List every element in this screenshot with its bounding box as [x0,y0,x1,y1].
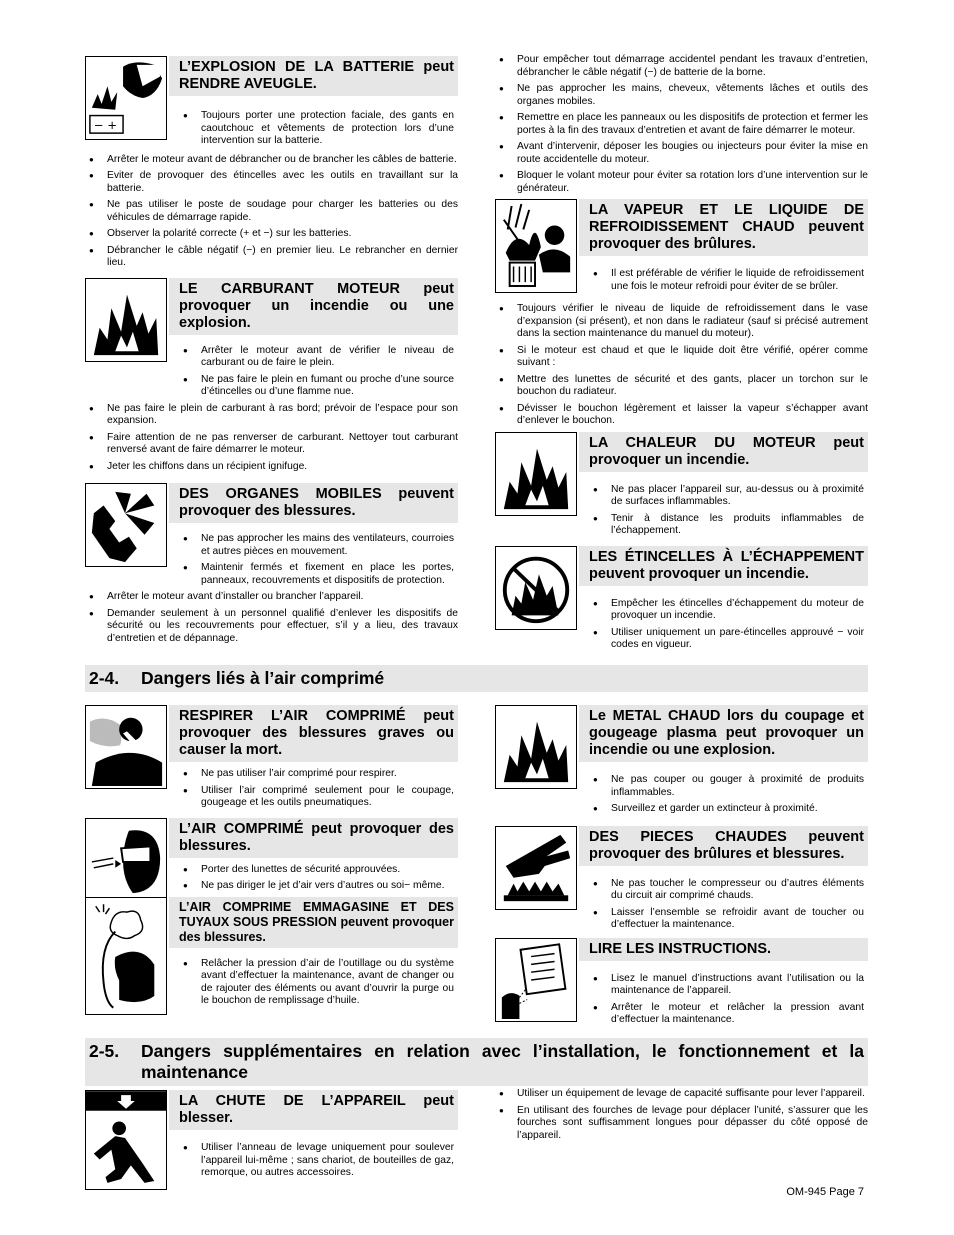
hot-parts-warning [495,826,868,932]
list-item: ● Ne pas utiliser l’air comprimé pour respirer. [201,768,454,781]
list-item: ● Eviter de provoquer des étincelles avec les outils en travaillant sur la batterie. [107,170,458,195]
moving-parts-warning [85,483,458,587]
list-item: ● Maintenir fermés et fixement en place les portes, panneaux, recouvrements et dispositifs de protection. [201,562,454,587]
list-item: ● Porter des lunettes de sécurité approuvées. [201,864,454,877]
stored-air-title: L’AIR COMPRIME EMMAGASINE ET DES TUYAUX SOUS PRESSION peuvent provoquer des blessures. [169,897,458,948]
page-number: OM-945 Page 7 [786,1186,864,1198]
fuel-list [107,403,458,474]
list-item: ● Il est préférable de vérifier le liquide de refroidissement une fois le moteur refroidi pour éviter de se brûler. [611,268,864,293]
list-item: ● Ne pas approcher les mains, cheveux, vêtements lâches et outils des organes mobiles. [517,83,868,108]
list-item: ● Utiliser uniquement un pare-étincelles approuvé − voir codes en vigueur. [611,627,864,652]
list-item: ● Arrêter le moteur avant d’installer ou brancher l’appareil. [107,591,458,604]
falling-unit-icon [85,1090,167,1190]
list-item: ● Mettre des lunettes de sécurité et des gants, placer un torchon sur le bouchon du radiateur. [517,374,868,399]
list-item: ● Toujours vérifier le niveau de liquide de refroidissement dans le vase d’expansion (si présent), et non dans le radiateur (sauf si précisé autrement dans la section maintenance du manuel du moteur). [517,303,868,341]
left-column-top [85,56,458,649]
steam-list [517,303,868,428]
steam-title: LA VAPEUR ET LE LIQUIDE DE REFROIDISSEMENT CHAUD peuvent provoquer des brûlures. [579,199,868,256]
list-item: ● Bloquer le volant moteur pour éviter sa rotation lors d’une intervention sur le générateur. [517,170,868,195]
breathing-air-title: RESPIRER L’AIR COMPRIMÉ peut provoquer des blessures graves ou causer la mort. [169,705,458,762]
lifting-list [517,1088,868,1142]
stored-air-warning [85,897,458,1008]
list-item: ● Débrancher le câble négatif (−) en premier lieu. Le rebrancher en dernier lieu. [107,245,458,270]
list-item: ● Tenir à distance les produits inflammables de l’échappement. [611,513,864,538]
list-item: ● Ne pas diriger le jet d’air vers d’autres ou soi− même. [201,880,454,893]
section-number: 2-4. [89,668,120,688]
list-item: ● Toujours porter une protection faciale, des gants en caoutchouc et vêtements de protection lors d’une intervention sur la batterie. [201,110,454,148]
list-item: ● Ne pas utiliser le poste de soudage pour charger les batteries ou des véhicules de démarrage rapide. [107,199,458,224]
engine-heat-title: LA CHALEUR DU MOTEUR peut provoquer un incendie. [579,432,868,472]
list-item: ● En utilisant des fourches de levage pour déplacer l’unité, s’assurer que les fourches sont suffisamment longues pour dépasser du côté opposé de l’appareil. [517,1105,868,1143]
list-item: ● Utiliser l’anneau de levage uniquement pour soulever l’appareil lui-même ; sans chariot, de bouteilles de gaz, remorque, ou autres accessoires. [201,1142,454,1180]
section-2-5-heading [85,1038,868,1086]
list-item: ● Utiliser l’air comprimé seulement pour le coupage, gougeage et les outils pneumatiques. [201,785,454,810]
exhaust-sparks-title: LES ÉTINCELLES À L’ÉCHAPPEMENT peuvent provoquer un incendie. [579,546,868,586]
hot-metal-warning [495,705,868,816]
list-item: ● Utiliser un équipement de levage de capacité suffisante pour lever l’appareil. [517,1088,868,1101]
hand-fan-icon [85,483,167,567]
read-manual-icon [495,938,577,1022]
compressed-air-warning [85,818,458,893]
right-column-bottom [495,1088,868,1146]
list-item: ● Lisez le manuel d’instructions avant l’utilisation ou la maintenance de l’appareil. [611,973,864,998]
section-title: Dangers liés à l’air comprimé [141,668,385,688]
read-instructions-title: LIRE LES INSTRUCTIONS. [579,938,868,961]
steam-warning [495,199,868,293]
list-item: ● Jeter les chiffons dans un récipient ignifuge. [107,461,458,474]
list-item: ● Faire attention de ne pas renverser de carburant. Nettoyer tout carburant renversé avant de faire démarrer le moteur. [107,432,458,457]
battery-terminals-label: − + [93,118,118,133]
fire-icon [85,278,167,362]
safety-glasses-icon [85,818,167,902]
list-item: ● Relâcher la pression d’air de l’outillage ou du système avant d’effectuer la maintenance, avant de changer ou de rajouter des éléments ou avant d’ouvrir la purge ou le bouchon de remplissage d’huile. [201,958,454,1008]
read-instructions-warning [495,938,868,1027]
list-item: ● Dévisser le bouchon légèrement et laisser la vapeur s’échapper avant d’enlever le bouchon. [517,403,868,428]
fire-icon [495,432,577,516]
list-item: ● Demander seulement à un personnel qualifié d’enlever les dispositifs de sécurité ou les recouvrements pour effectuer, s’il y a lieu, des travaux d’entretien et de dépannage. [107,608,458,646]
fuel-title: LE CARBURANT MOTEUR peut provoquer un incendie ou une explosion. [169,278,458,335]
list-item: ● Ne pas faire le plein en fumant ou proche d’une source d’étincelles ou d’une flamme nue. [201,374,454,399]
list-item: ● Ne pas couper ou gouger à proximité de produits inflammables. [611,774,864,799]
section-number: 2-5. [89,1041,120,1061]
list-item: ● Arrêter le moteur avant de vérifier le niveau de carburant ou de faire le plein. [201,345,454,370]
moving-parts-title: DES ORGANES MOBILES peuvent provoquer des blessures. [169,483,458,523]
exhaust-sparks-warning [495,546,868,652]
list-item: ● Avant d’intervenir, déposer les bougies ou injecteurs pour éviter la mise en route accidentelle du moteur. [517,141,868,166]
right-column-top [495,54,868,656]
compressed-air-title: L’AIR COMPRIMÉ peut provoquer des blessures. [169,818,458,858]
list-item: ● Laisser l’ensemble se refroidir avant de toucher ou d’effectuer la maintenance. [611,907,864,932]
battery-explosion-icon [85,56,167,140]
hot-coolant-icon [495,199,577,293]
list-item: ● Arrêter le moteur avant de débrancher ou de brancher les câbles de batterie. [107,154,458,167]
left-column-bottom [85,1090,458,1184]
falling-unit-warning [85,1090,458,1180]
list-item: ● Arrêter le moteur et relâcher la pression avant d’effectuer la maintenance. [611,1002,864,1027]
battery-title: L’EXPLOSION DE LA BATTERIE peut RENDRE AVEUGLE. [169,56,458,96]
breathing-hazard-icon [85,705,167,789]
section-2-4-heading [85,665,868,692]
breathing-air-warning [85,705,458,810]
no-fire-icon [495,546,577,630]
list-item: ● Ne pas approcher les mains des ventilateurs, courroies et autres pièces en mouvement. [201,533,454,558]
fuel-warning [85,278,458,399]
hot-metal-title: Le METAL CHAUD lors du coupage et gougeage plasma peut provoquer un incendie ou une explosion. [579,705,868,762]
right-column-mid [495,705,868,1031]
list-item: ● Si le moteur est chaud et que le liquide doit être vérifié, opérer comme suivant : [517,345,868,370]
left-column-mid [85,705,458,1012]
battery-warning [85,56,458,148]
engine-heat-warning [495,432,868,538]
list-item: ● Pour empêcher tout démarrage accidentel pendant les travaux d’entretien, débrancher le câble négatif (−) de batterie de la borne. [517,54,868,79]
hot-parts-title: DES PIECES CHAUDES peuvent provoquer des brûlures et blessures. [579,826,868,866]
battery-list [107,154,458,270]
maintenance-list [517,54,868,195]
pressurized-hose-icon [85,897,167,1015]
list-item: ● Ne pas faire le plein de carburant à ras bord; prévoir de l’espace pour son expansion. [107,403,458,428]
hot-parts-hand-icon [495,826,577,910]
list-item: ● Remettre en place les panneaux ou les dispositifs de protection et fermer les portes à la fin des travaux d’entretien et avant de faire démarrer le moteur. [517,112,868,137]
list-item: ● Ne pas toucher le compresseur ou d’autres éléments du circuit air comprimé chauds. [611,878,864,903]
section-title: Dangers supplémentaires en relation avec l’installation, le fonctionnement et la maintenance [141,1041,864,1082]
list-item: ● Ne pas placer l’appareil sur, au-dessus ou à proximité de surfaces inflammables. [611,484,864,509]
list-item: ● Observer la polarité correcte (+ et −) sur les batteries. [107,228,458,241]
falling-unit-title: LA CHUTE DE L’APPAREIL peut blesser. [169,1090,458,1130]
list-item: ● Surveillez et garder un extincteur à proximité. [611,803,864,816]
moving-parts-list [107,591,458,645]
list-item: ● Empêcher les étincelles d’échappement du moteur de provoquer un incendie. [611,598,864,623]
fire-icon [495,705,577,789]
